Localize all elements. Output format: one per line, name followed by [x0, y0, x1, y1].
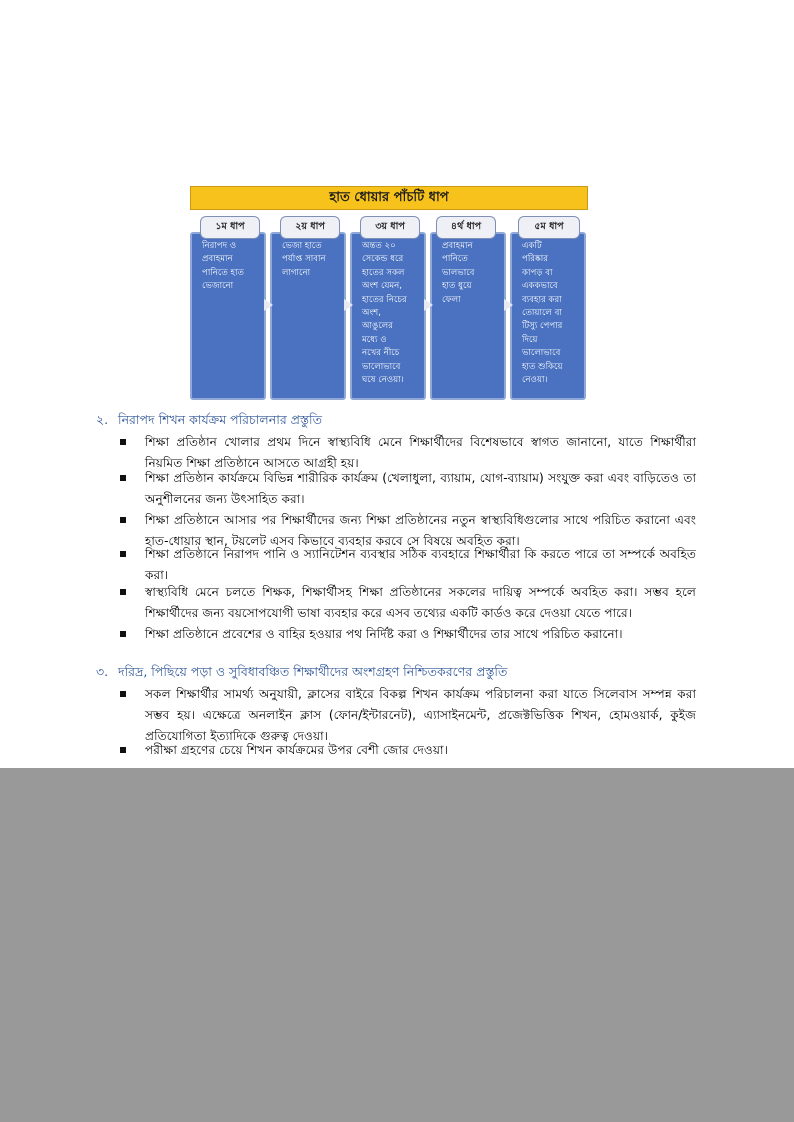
arrow-right-icon	[344, 299, 353, 311]
step-4-label: ৪র্থ ধাপ	[436, 216, 496, 239]
list-item: পরীক্ষা গ্রহণের চেয়ে শিখন কার্যক্রমের উপর বেশী জোর দেওয়া।	[120, 740, 696, 761]
list-item: সকল শিক্ষার্থীর সামর্থ্য অনুযায়ী, ক্লাসের বাইরে বিকল্প শিখন কার্যক্রম পরিচালনা করা যাতে সিলেবাস সম্পন্ন করা সম্ভব হয়। এক্ষেত্রে অনলাইন ক্লাস (ফোন/ইন্টারনেট), এ্যাসাইনমেন্ট, প্রজেক্টভিত্তিক শিখন, হোমওয়ার্ক, কুইজ প্রতিযোগিতা ইত্যাদিকে গুরুত্ব দেওয়া।	[120, 684, 696, 747]
step-3-text: অন্তত ২০ সেকেন্ড ধরে হাতের সকল অংশ যেমন, হাতের নিচের অংশ, আঙুলের মধ্যে ও নখের নীচে ভালোভাবে ঘষে নেওয়া।	[362, 241, 407, 386]
step-2-label: ২য় ধাপ	[280, 216, 340, 239]
section-2-heading	[96, 412, 322, 432]
bullet-square-icon	[120, 517, 126, 523]
list-item: শিক্ষা প্রতিষ্ঠান খোলার প্রথম দিনে স্বাস্থ্যবিধি মেনে শিক্ষার্থীদের বিশেষভাবে স্বাগত জানানো, যাতে শিক্ষার্থীরা নিয়মিত শিক্ষা প্রতিষ্ঠানে আসতে আগ্রহী হয়।	[120, 432, 696, 474]
step-5-label: ৫ম ধাপ	[518, 216, 580, 239]
arrow-right-icon	[264, 299, 273, 311]
step-1-text: নিরাপদ ও প্রবাহমান পানিতে হাত ভেজানো	[202, 241, 245, 292]
step-4-box	[430, 232, 506, 400]
bullet-square-icon	[120, 691, 126, 697]
bullet-square-icon	[120, 631, 126, 637]
diagram-title: হাত ধোয়ার পাঁচটি ধাপ	[190, 186, 588, 210]
list-item: শিক্ষা প্রতিষ্ঠানে প্রবেশের ও বাহির হওয়ার পথ নির্দিষ্ট করা ও শিক্ষার্থীদের তার সাথে পরিচিত করানো।	[120, 624, 696, 645]
step-4-text: প্রবাহমান পানিতে ভালভাবে হাত ধুয়ে ফেলা	[442, 241, 475, 305]
grey-overlay	[0, 768, 794, 1122]
bullet-square-icon	[120, 589, 126, 595]
list-item: স্বাস্থ্যবিধি মেনে চলতে শিক্ষক, শিক্ষার্থীসহ শিক্ষা প্রতিষ্ঠানের সকলের দায়িত্ব সম্পর্কে অবহিত করা। সম্ভব হলে শিক্ষার্থীদের জন্য বয়সোপযোগী ভাষা ব্যবহার করে এসব তথ্যের একটি কার্ডও করে দেওয়া যেতে পারে।	[120, 582, 696, 624]
step-5-text: একটি পরিষ্কার কাপড় বা এককভাবে ব্যবহার করা তোয়ালে বা টিস্যু পেপার দিয়ে ভালোভাবে হাত শুকিয়ে নেওয়া।	[522, 241, 563, 386]
section-title: নিরাপদ শিখন কার্যক্রম পরিচালনার প্রস্তুতি	[118, 412, 322, 427]
list-item: শিক্ষা প্রতিষ্ঠান কার্যক্রমে বিভিন্ন শারীরিক কার্যক্রম (খেলাধুলা, ব্যায়াম, যোগ-ব্যায়াম) সংযুক্ত করা এবং বাড়িতেও তা অনুশীলনের জন্য উৎসাহিত করা।	[120, 468, 696, 510]
step-3-box	[350, 232, 426, 400]
list-item: শিক্ষা প্রতিষ্ঠানে নিরাপদ পানি ও স্যানিটেশন ব্যবস্থার সঠিক ব্যবহারে শিক্ষার্থীরা কি করতে পারে তা সম্পর্কে অবহিত করা।	[120, 544, 696, 586]
step-2-text: ভেজা হাতে পর্যাপ্ত সাবান লাগানো	[282, 241, 326, 278]
bullet-square-icon	[120, 551, 126, 557]
step-1-label: ১ম ধাপ	[200, 216, 260, 239]
arrow-right-icon	[504, 299, 513, 311]
step-2-box	[270, 232, 346, 400]
hand-washing-diagram	[190, 186, 590, 402]
section-3-heading	[96, 664, 507, 684]
section-number: ২.	[96, 412, 109, 427]
step-5-box	[510, 232, 586, 400]
list-item: শিক্ষা প্রতিষ্ঠানে আসার পর শিক্ষার্থীদের জন্য শিক্ষা প্রতিষ্ঠানের নতুন স্বাস্থ্যবিধিগুলোর সাথে পরিচিত করানো এবং হাত-ধোয়ার স্থান, টয়লেট এসব কিভাবে ব্যবহার করবে সে বিষয়ে অবহিত করা।	[120, 510, 696, 552]
bullet-square-icon	[120, 475, 126, 481]
section-title: দরিদ্র, পিছিয়ে পড়া ও সুবিধাবঞ্চিত শিক্ষার্থীদের অংশগ্রহণ নিশ্চিতকরণের প্রস্তুতি	[118, 664, 508, 679]
step-3-label: ৩য় ধাপ	[360, 216, 420, 239]
section-number: ৩.	[96, 664, 109, 679]
step-1-box	[190, 232, 266, 400]
arrow-right-icon	[424, 299, 433, 311]
bullet-square-icon	[120, 439, 126, 445]
bullet-square-icon	[120, 747, 126, 753]
